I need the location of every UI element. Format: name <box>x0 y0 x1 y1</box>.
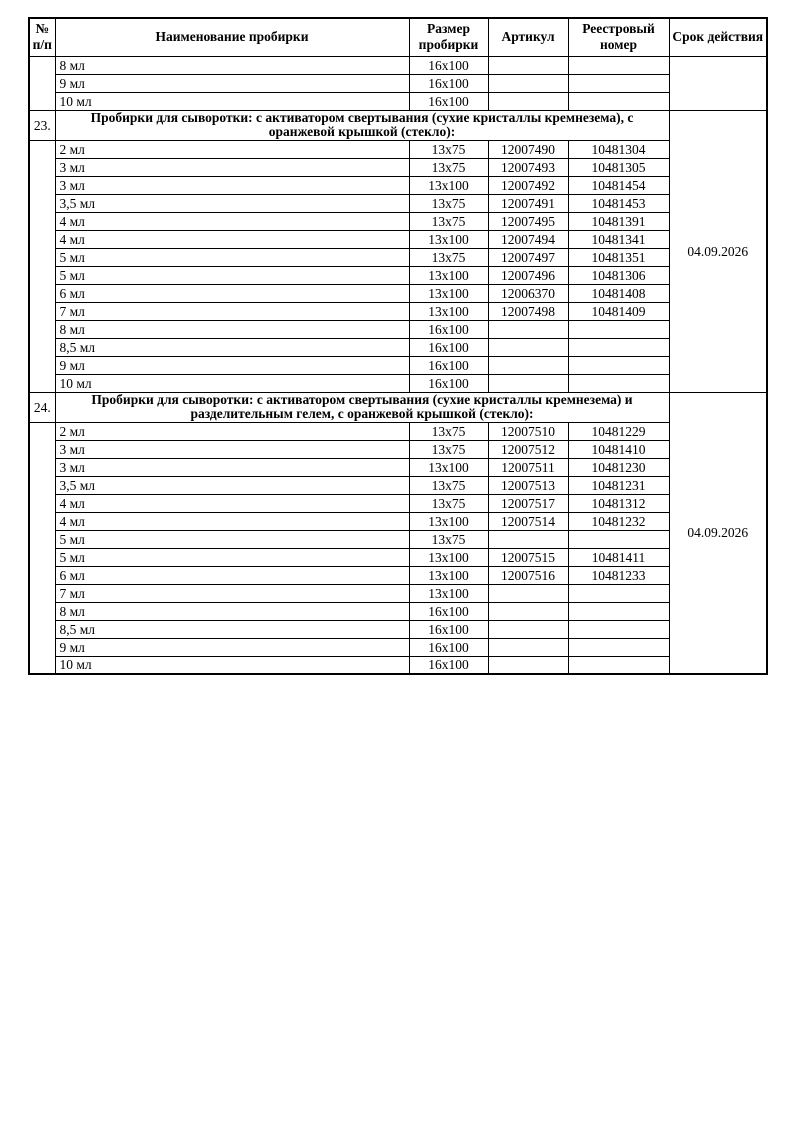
tube-name-cell: 3 мл <box>55 440 409 458</box>
tube-name-cell: 3,5 мл <box>55 476 409 494</box>
registry-cell: 10481408 <box>568 284 669 302</box>
article-cell <box>488 584 568 602</box>
validity-value: 04.09.2026 <box>669 110 767 392</box>
tube-name-cell: 8 мл <box>55 320 409 338</box>
tube-name-cell: 4 мл <box>55 494 409 512</box>
tube-name-cell: 9 мл <box>55 74 409 92</box>
article-cell: 12007491 <box>488 194 568 212</box>
table-row <box>29 284 767 302</box>
tube-name-cell: 6 мл <box>55 566 409 584</box>
section-number-spacer <box>29 140 55 392</box>
section-header-row <box>29 392 767 422</box>
validity-value <box>669 56 767 110</box>
article-cell: 12007494 <box>488 230 568 248</box>
tube-size-cell: 13x100 <box>409 266 488 284</box>
registry-cell <box>568 356 669 374</box>
registry-cell: 10481410 <box>568 440 669 458</box>
registry-cell <box>568 620 669 638</box>
registry-cell: 10481231 <box>568 476 669 494</box>
tube-size-cell: 16x100 <box>409 638 488 656</box>
tube-name-cell: 9 мл <box>55 638 409 656</box>
registry-cell: 10481232 <box>568 512 669 530</box>
tube-name-cell: 8 мл <box>55 602 409 620</box>
article-cell: 12007498 <box>488 302 568 320</box>
tube-name-cell: 8,5 мл <box>55 338 409 356</box>
registry-cell: 10481454 <box>568 176 669 194</box>
registry-cell: 10481233 <box>568 566 669 584</box>
article-cell: 12007496 <box>488 266 568 284</box>
article-cell <box>488 656 568 674</box>
col-header-registry: Реестровый номер <box>568 18 669 56</box>
article-cell <box>488 530 568 548</box>
section-header-row <box>29 110 767 140</box>
col-header-size: Размер пробирки <box>409 18 488 56</box>
tube-size-cell: 16x100 <box>409 602 488 620</box>
tube-size-cell: 13x100 <box>409 512 488 530</box>
col-header-article: Артикул <box>488 18 568 56</box>
table-row <box>29 248 767 266</box>
tube-size-cell: 16x100 <box>409 74 488 92</box>
registry-cell: 10481229 <box>568 422 669 440</box>
article-cell: 12007516 <box>488 566 568 584</box>
tube-name-cell: 7 мл <box>55 584 409 602</box>
tube-name-cell: 3 мл <box>55 158 409 176</box>
tube-name-cell: 4 мл <box>55 212 409 230</box>
article-cell: 12007492 <box>488 176 568 194</box>
registry-cell: 10481409 <box>568 302 669 320</box>
section-title-line: разделительным гелем, с оранжевой крышкой (стекло): <box>190 406 534 421</box>
registry-cell: 10481306 <box>568 266 669 284</box>
registry-cell: 10481304 <box>568 140 669 158</box>
tube-size-cell: 13x75 <box>409 440 488 458</box>
table-row <box>29 440 767 458</box>
table-row <box>29 320 767 338</box>
registry-cell <box>568 602 669 620</box>
table-row <box>29 212 767 230</box>
tube-size-cell: 13x75 <box>409 494 488 512</box>
registry-cell: 10481341 <box>568 230 669 248</box>
tube-name-cell: 7 мл <box>55 302 409 320</box>
article-cell: 12007495 <box>488 212 568 230</box>
tube-size-cell: 13x100 <box>409 584 488 602</box>
tube-name-cell: 5 мл <box>55 530 409 548</box>
registry-cell: 10481453 <box>568 194 669 212</box>
tube-size-cell: 13x75 <box>409 530 488 548</box>
tube-name-cell: 2 мл <box>55 422 409 440</box>
tube-name-cell: 5 мл <box>55 548 409 566</box>
tube-size-cell: 13x75 <box>409 194 488 212</box>
tube-size-cell: 13x75 <box>409 476 488 494</box>
article-cell <box>488 356 568 374</box>
article-cell <box>488 620 568 638</box>
table-row <box>29 158 767 176</box>
col-header-num: № п/п <box>29 18 55 56</box>
table-row <box>29 266 767 284</box>
table-row <box>29 656 767 674</box>
tube-size-cell: 13x75 <box>409 422 488 440</box>
registry-cell: 10481411 <box>568 548 669 566</box>
article-cell <box>488 638 568 656</box>
article-cell <box>488 92 568 110</box>
tube-name-cell: 8,5 мл <box>55 620 409 638</box>
table-row <box>29 356 767 374</box>
tube-size-cell: 13x100 <box>409 548 488 566</box>
table-row <box>29 476 767 494</box>
tube-name-cell: 10 мл <box>55 92 409 110</box>
tubes-registry-table <box>28 17 768 675</box>
section-number-spacer <box>29 422 55 674</box>
registry-cell <box>568 56 669 74</box>
article-cell: 12007497 <box>488 248 568 266</box>
tube-name-cell: 6 мл <box>55 284 409 302</box>
tube-name-cell: 9 мл <box>55 356 409 374</box>
article-cell <box>488 374 568 392</box>
tube-size-cell: 13x100 <box>409 284 488 302</box>
article-cell <box>488 56 568 74</box>
tube-name-cell: 3,5 мл <box>55 194 409 212</box>
tube-size-cell: 13x75 <box>409 158 488 176</box>
registry-cell <box>568 530 669 548</box>
tube-size-cell: 16x100 <box>409 320 488 338</box>
table-row <box>29 620 767 638</box>
tube-name-cell: 4 мл <box>55 230 409 248</box>
registry-cell: 10481230 <box>568 458 669 476</box>
registry-cell <box>568 320 669 338</box>
section-number-spacer <box>29 56 55 110</box>
section-title-line: оранжевой крышкой (стекло): <box>268 124 456 139</box>
tube-size-cell: 16x100 <box>409 356 488 374</box>
tube-size-cell: 16x100 <box>409 656 488 674</box>
tube-name-cell: 5 мл <box>55 248 409 266</box>
tube-name-cell: 3 мл <box>55 458 409 476</box>
tube-size-cell: 16x100 <box>409 338 488 356</box>
table-header-row <box>29 18 767 56</box>
tube-size-cell: 16x100 <box>409 92 488 110</box>
table-row <box>29 530 767 548</box>
section-title-line: Пробирки для сыворотки: с активатором свертывания (сухие кристаллы кремнезема), с <box>90 110 634 125</box>
tube-size-cell: 13x75 <box>409 248 488 266</box>
article-cell: 12007511 <box>488 458 568 476</box>
tube-size-cell: 16x100 <box>409 56 488 74</box>
registry-cell: 10481305 <box>568 158 669 176</box>
col-header-validity: Срок действия <box>669 18 767 56</box>
table-row <box>29 374 767 392</box>
table-row <box>29 92 767 110</box>
registry-cell: 10481312 <box>568 494 669 512</box>
article-cell <box>488 602 568 620</box>
registry-cell <box>568 374 669 392</box>
table-row <box>29 302 767 320</box>
table-row <box>29 584 767 602</box>
table-row <box>29 230 767 248</box>
registry-cell <box>568 656 669 674</box>
table-row <box>29 566 767 584</box>
registry-cell <box>568 74 669 92</box>
article-cell <box>488 320 568 338</box>
tube-size-cell: 13x75 <box>409 140 488 158</box>
registry-cell: 10481351 <box>568 248 669 266</box>
article-cell <box>488 74 568 92</box>
tube-size-cell: 13x75 <box>409 212 488 230</box>
registry-cell: 10481391 <box>568 212 669 230</box>
registry-cell <box>568 584 669 602</box>
article-cell: 12007513 <box>488 476 568 494</box>
table-row <box>29 494 767 512</box>
tube-size-cell: 13x100 <box>409 458 488 476</box>
tube-size-cell: 16x100 <box>409 374 488 392</box>
article-cell: 12006370 <box>488 284 568 302</box>
tube-name-cell: 3 мл <box>55 176 409 194</box>
validity-value: 04.09.2026 <box>669 392 767 674</box>
tube-size-cell: 13x100 <box>409 566 488 584</box>
table-row <box>29 140 767 158</box>
table-row <box>29 56 767 74</box>
section-number: 23. <box>29 110 55 140</box>
article-cell: 12007515 <box>488 548 568 566</box>
article-cell: 12007510 <box>488 422 568 440</box>
tube-name-cell: 5 мл <box>55 266 409 284</box>
table-row <box>29 512 767 530</box>
section-title <box>55 110 669 140</box>
table-row <box>29 176 767 194</box>
tube-name-cell: 10 мл <box>55 656 409 674</box>
article-cell: 12007514 <box>488 512 568 530</box>
table-row <box>29 338 767 356</box>
table-row <box>29 458 767 476</box>
article-cell: 12007517 <box>488 494 568 512</box>
tube-size-cell: 13x100 <box>409 302 488 320</box>
tube-name-cell: 2 мл <box>55 140 409 158</box>
registry-cell <box>568 92 669 110</box>
tube-name-cell: 10 мл <box>55 374 409 392</box>
article-cell: 12007512 <box>488 440 568 458</box>
table-row <box>29 548 767 566</box>
table-row <box>29 74 767 92</box>
tube-size-cell: 13x100 <box>409 230 488 248</box>
table-row <box>29 602 767 620</box>
tube-name-cell: 4 мл <box>55 512 409 530</box>
col-header-name: Наименование пробирки <box>55 18 409 56</box>
table-row <box>29 194 767 212</box>
registry-cell <box>568 338 669 356</box>
article-cell <box>488 338 568 356</box>
tube-size-cell: 13x100 <box>409 176 488 194</box>
tube-size-cell: 16x100 <box>409 620 488 638</box>
table-row <box>29 638 767 656</box>
article-cell: 12007490 <box>488 140 568 158</box>
tube-name-cell: 8 мл <box>55 56 409 74</box>
section-title <box>55 392 669 422</box>
registry-cell <box>568 638 669 656</box>
table-row <box>29 422 767 440</box>
section-title-line: Пробирки для сыворотки: с активатором свертывания (сухие кристаллы кремнезема) и <box>91 392 633 407</box>
section-number: 24. <box>29 392 55 422</box>
article-cell: 12007493 <box>488 158 568 176</box>
